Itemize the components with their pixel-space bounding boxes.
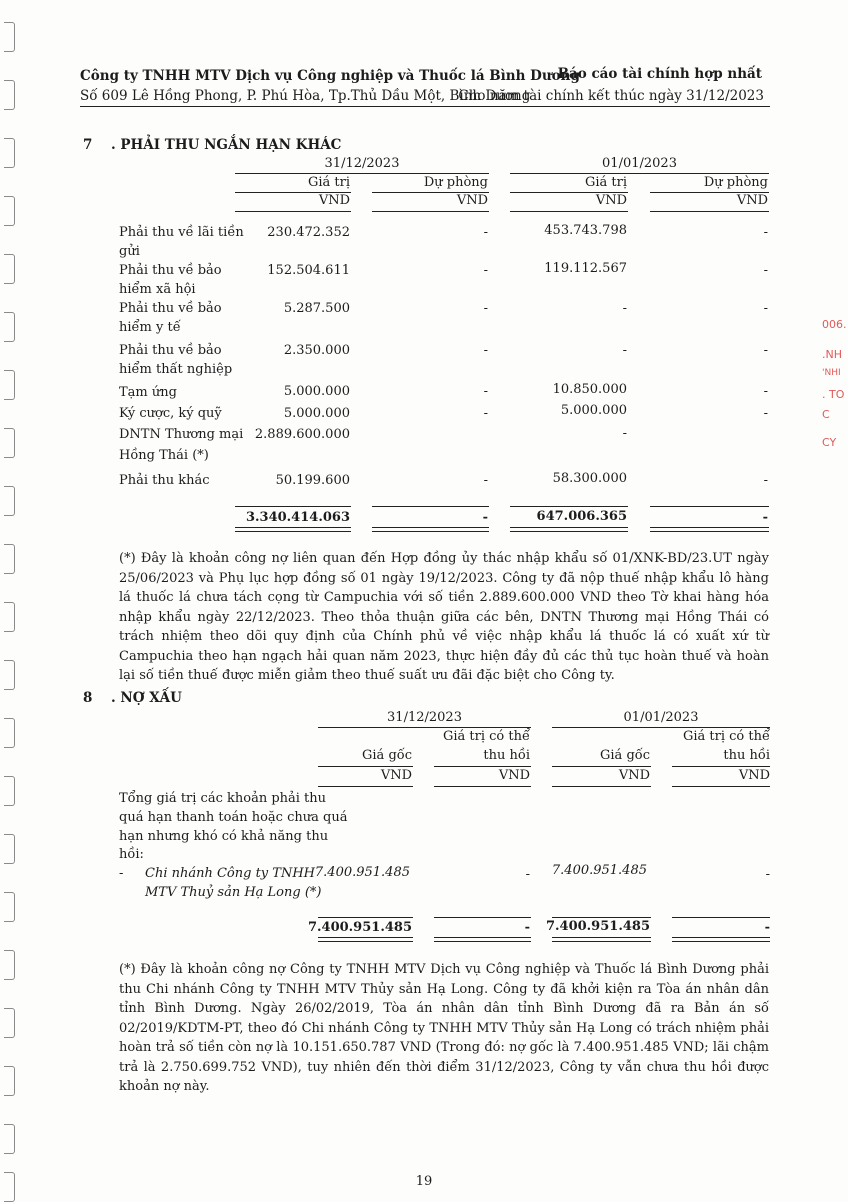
binder-hole	[4, 312, 15, 342]
total-value: 7.400.951.485	[545, 919, 650, 934]
s8-col-rule	[552, 766, 651, 767]
s8-total-double-rule	[318, 937, 413, 942]
value-cell: 7.400.951.485	[314, 865, 410, 880]
row-label: gửi	[119, 244, 140, 259]
s8-description: Tổng giá trị các khoản phải thu	[119, 791, 327, 806]
binder-hole	[4, 1008, 15, 1038]
s7-period-1-rule	[235, 173, 489, 174]
company-name: Công ty TNHH MTV Dịch vụ Công nghiệp và Thuốc lá Bình Dương	[80, 68, 580, 84]
binder-hole	[4, 196, 15, 226]
s8-total-rule	[552, 917, 651, 918]
binder-hole	[4, 486, 15, 516]
value-cell: 119.112.567	[544, 261, 627, 276]
s7-total-double-rule	[650, 527, 769, 532]
s7-total-rule	[510, 506, 628, 507]
value-cell: 2.350.000	[283, 343, 350, 358]
s8-col-rule	[434, 766, 531, 767]
row-label: MTV Thuỷ sản Hạ Long (*)	[145, 885, 322, 900]
s7-unit: VND	[318, 193, 350, 208]
s8-col-cost-2: Giá gốc	[600, 748, 650, 763]
total-value: 3.340.414.063	[245, 510, 350, 525]
row-label: Phải thu về lãi tiền	[119, 225, 244, 240]
s8-total-double-rule	[672, 937, 770, 942]
value-cell: 10.850.000	[552, 382, 627, 397]
s7-unit-rule	[235, 211, 351, 212]
value-cell: -	[525, 867, 530, 882]
value-cell: -	[765, 867, 770, 882]
s7-period-2-rule	[510, 173, 769, 174]
value-cell: 230.472.352	[267, 225, 350, 240]
list-dash: -	[119, 866, 124, 881]
header-rule	[80, 106, 770, 107]
section-8-title: . NỢ XẤU	[111, 690, 182, 706]
binder-hole	[4, 834, 15, 864]
s7-total-double-rule	[235, 527, 351, 532]
s7-total-rule	[235, 506, 351, 507]
total-value: -	[764, 920, 770, 935]
s8-total-rule	[672, 917, 770, 918]
row-label: Chi nhánh Công ty TNHH	[145, 866, 316, 881]
s8-col-cost-1: Giá gốc	[362, 748, 412, 763]
s7-period-1: 31/12/2023	[324, 156, 400, 171]
company-address: Số 609 Lê Hồng Phong, P. Phú Hòa, Tp.Thủ Dầu Một, Bình Dương	[80, 88, 531, 104]
value-cell: -	[763, 384, 768, 399]
value-cell: -	[483, 406, 488, 421]
value-cell: -	[763, 473, 768, 488]
s8-total-double-rule	[552, 937, 651, 942]
binder-hole	[4, 892, 15, 922]
s8-col-recoverable-1: thu hồi	[483, 748, 530, 763]
row-label: Phải thu về bảo	[119, 301, 222, 316]
binder-hole	[4, 1124, 15, 1154]
row-label: hiểm thất nghiệp	[119, 362, 233, 377]
binder-hole	[4, 718, 15, 748]
section-7-title: . PHẢI THU NGẮN HẠN KHÁC	[111, 137, 342, 153]
value-cell: 2.889.600.000	[254, 427, 350, 442]
value-cell: 5.000.000	[283, 384, 350, 399]
value-cell: -	[763, 225, 768, 240]
row-label: Phải thu về bảo	[119, 263, 222, 278]
binder-hole	[4, 950, 15, 980]
binder-hole	[4, 138, 15, 168]
binder-hole	[4, 660, 15, 690]
binder-hole	[4, 22, 15, 52]
s8-unit-rule	[318, 786, 413, 787]
s8-col-rule	[672, 766, 770, 767]
value-cell: 58.300.000	[552, 471, 627, 486]
report-title: Báo cáo tài chính hợp nhất	[557, 66, 762, 82]
value-cell: 7.400.951.485	[551, 863, 647, 878]
page-number: 19	[415, 1174, 433, 1189]
s7-col-provision-1: Dự phòng	[423, 175, 488, 190]
value-cell: 5.287.500	[283, 301, 350, 316]
row-label: DNTN Thương mại	[119, 427, 244, 442]
value-cell: -	[763, 343, 768, 358]
s8-unit-rule	[434, 786, 531, 787]
s8-unit-rule	[552, 786, 651, 787]
value-cell: 152.504.611	[267, 263, 350, 278]
s7-unit: VND	[456, 193, 488, 208]
s8-total-rule	[434, 917, 531, 918]
report-period: Cho năm tài chính kết thúc ngày 31/12/2023	[458, 88, 764, 104]
value-cell: 50.199.600	[275, 473, 350, 488]
binder-hole	[4, 602, 15, 632]
s7-unit-rule	[510, 211, 628, 212]
s7-total-rule	[650, 506, 769, 507]
total-value: 647.006.365	[536, 509, 627, 524]
value-cell: -	[763, 406, 768, 421]
s8-description: hạn nhưng khó có khả năng thu	[119, 829, 329, 844]
s7-period-2: 01/01/2023	[602, 156, 677, 171]
s8-footnote: (*) Đây là khoản công nợ Công ty TNHH MTV Dịch vụ Công nghiệp và Thuốc lá Bình Dương phải thu Chi nhánh Công ty TNHH MTV Thủy sản Hạ Long. Công ty đã khởi kiện ra Tòa án nhân dân tỉnh Bình Dương. Ngày 26/02/2019, Tòa án nhân dân tỉnh Bình Dương đã ra Bản án số 02/2019/KDTM-PT, theo đó Chi nhánh Công ty TNHH MTV Thủy sản Hạ Long có trách nhiệm phải hoàn trả số tiền còn nợ là 10.151.650.787 VND (Trong đó: nợ gốc là 7.400.951.485 VND; lãi chậm trả là 2.750.699.752 VND), tuy nhiên đến thời điểm 31/12/2023, Công ty vẫn chưa thu hồi được khoản nợ này.	[119, 962, 769, 1094]
value-cell: -	[622, 301, 627, 316]
s8-unit-rule	[672, 786, 770, 787]
value-cell: -	[483, 384, 488, 399]
total-value: -	[482, 510, 488, 525]
binder-hole	[4, 544, 15, 574]
s7-total-rule	[372, 506, 489, 507]
s7-total-double-rule	[372, 527, 489, 532]
s8-col-recoverable-2: Giá trị có thể	[683, 729, 770, 744]
value-cell: 5.000.000	[560, 403, 627, 418]
value-cell: -	[483, 301, 488, 316]
value-cell: -	[483, 263, 488, 278]
binder-hole	[4, 1172, 15, 1202]
total-value: 7.400.951.485	[307, 920, 412, 935]
binder-hole	[4, 776, 15, 806]
total-value: -	[762, 510, 768, 525]
s7-unit-rule	[372, 211, 489, 212]
binder-hole	[4, 254, 15, 284]
s7-footnote: (*) Đây là khoản công nợ liên quan đến Hợp đồng ủy thác nhập khẩu số 01/XNK-BD/23.UT ngày 25/06/2023 và Phụ lục hợp đồng số 01 ngày 19/12/2023. Công ty đã nộp thuế nhập khẩu lô hàng lá thuốc lá chưa tách cọng từ Campuchia với số tiền 2.889.600.000 VND theo Tờ khai hàng hóa nhập khẩu ngày 22/12/2023. Theo thỏa thuận giữa các bên, DNTN Thương mại Hồng Thái có trách nhiệm theo dõi quy định của Chính phủ về việc nhập khẩu lá thuốc lá có xuất xứ từ Campuchia theo hạn ngạch hải quan năm 2023, thực hiện đầy đủ các thủ tục hoàn thuế và hoàn lại số tiền thuế được miễn giảm theo thuế suất ưu đãi đặc biệt cho Công ty.	[119, 551, 769, 683]
row-label: Phải thu khác	[119, 473, 210, 488]
s7-unit-rule	[650, 211, 769, 212]
s7-total-double-rule	[510, 527, 628, 532]
s8-unit: VND	[618, 768, 650, 783]
s8-col-recoverable-2: thu hồi	[723, 748, 770, 763]
row-label: Phải thu về bảo	[119, 343, 222, 358]
s8-total-rule	[318, 917, 413, 918]
row-label: Ký cược, ký quỹ	[119, 406, 222, 421]
value-cell: -	[483, 225, 488, 240]
s8-period-2-rule	[552, 727, 770, 728]
value-cell: -	[483, 343, 488, 358]
row-label: Hồng Thái (*)	[119, 448, 209, 463]
value-cell: -	[483, 473, 488, 488]
s7-col-value-1: Giá trị	[307, 175, 350, 190]
s8-unit: VND	[738, 768, 770, 783]
value-cell: -	[763, 263, 768, 278]
s7-col-provision-2: Dự phòng	[703, 175, 768, 190]
s8-unit: VND	[498, 768, 530, 783]
s8-description: hồi:	[119, 847, 144, 862]
s8-total-double-rule	[434, 937, 531, 942]
s7-col-value-2: Giá trị	[584, 175, 627, 190]
s8-col-rule	[318, 766, 413, 767]
binder-hole	[4, 428, 15, 458]
binder-hole	[4, 80, 15, 110]
s8-col-recoverable-1: Giá trị có thể	[443, 729, 530, 744]
section-7-number: 7	[83, 137, 93, 153]
value-cell: 5.000.000	[283, 406, 350, 421]
s8-period-1-rule	[318, 727, 531, 728]
s7-unit: VND	[736, 193, 768, 208]
value-cell: 453.743.798	[544, 223, 627, 238]
value-cell: -	[622, 426, 627, 441]
binder-hole	[4, 1066, 15, 1096]
row-label: hiểm xã hội	[119, 282, 196, 297]
total-value: -	[524, 920, 530, 935]
s8-unit: VND	[380, 768, 412, 783]
binder-hole	[4, 370, 15, 400]
value-cell: -	[763, 301, 768, 316]
section-8-number: 8	[83, 690, 93, 706]
s7-unit: VND	[595, 193, 627, 208]
value-cell: -	[622, 343, 627, 358]
row-label: Tạm ứng	[119, 385, 177, 400]
row-label: hiểm y tế	[119, 320, 181, 335]
s8-period-1: 31/12/2023	[387, 710, 462, 725]
s8-period-2: 01/01/2023	[623, 710, 699, 725]
s8-description: quá hạn thanh toán hoặc chưa quá	[119, 810, 348, 825]
